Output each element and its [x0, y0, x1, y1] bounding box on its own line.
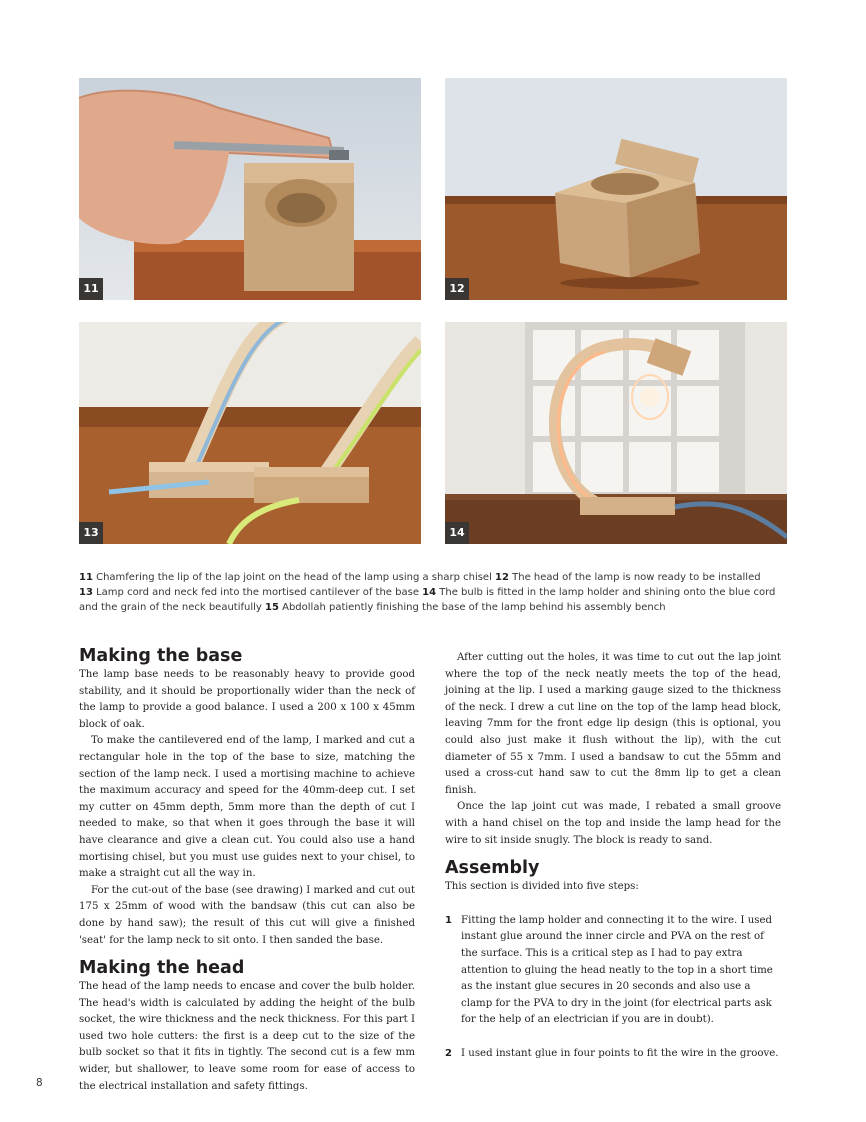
photo-cord-and-neck	[79, 322, 421, 544]
photo-bulb-lit	[445, 322, 787, 544]
step-number: 2	[445, 1047, 452, 1059]
photo-chamfering-lip	[79, 78, 421, 300]
photo-number: 12	[445, 278, 469, 300]
photo-number: 11	[79, 278, 103, 300]
paragraph: The head of the lamp needs to encase and cover the bulb holder. The head's width is calculated by adding the height of the bulb socket, the wire thickness and the neck thickness. For this part I used two hole cutters: the first is a deep cut to the size of the bulb socket so that it fits in tightly. The second cut is a few mm wider, but shallower, to leave some room for ease of access to the electrical installation and safety fittings.	[79, 981, 415, 1092]
caption-text: The bulb is fitted in the lamp holder and shining onto the blue cord and the grain of the neck beautifully	[79, 587, 776, 613]
photo-lamp-head-ready	[445, 78, 787, 300]
caption-text: The head of the lamp is now ready to be installed	[508, 572, 761, 583]
photo-caption	[79, 570, 791, 615]
section-heading-assembly: Assembly	[445, 858, 540, 879]
caption-number: 14	[422, 587, 437, 598]
assembly-step	[445, 913, 781, 1029]
right-column	[445, 650, 781, 1062]
photo-number: 13	[79, 522, 103, 544]
step-text: I used instant glue in four points to fit the wire in the groove.	[461, 1047, 779, 1059]
left-column	[79, 645, 415, 1095]
paragraph: The lamp base needs to be reasonably heavy to provide good stability, and it should be proportionally wider than the neck of the lamp to provide a good balance. I used a 200 x 100 x 45mm block of oak.	[79, 669, 415, 730]
assembly-step	[445, 1046, 781, 1063]
paragraph: For the cut-out of the base (see drawing) I marked and cut out 175 x 25mm of wood with the bandsaw (this cut can also be done by hand saw); the result of this cut will give a finished 'seat' for the lamp neck to sit onto. I then sanded the base.	[79, 884, 415, 946]
caption-number: 15	[265, 602, 279, 613]
caption-text: Chamfering the lip of the lap joint on the head of the lamp using a sharp chisel	[92, 572, 496, 583]
section-heading-base: Making the base	[79, 646, 243, 666]
paragraph: This section is divided into five steps:	[445, 881, 639, 893]
caption-number: 11	[79, 572, 93, 583]
section-heading-head: Making the head	[79, 958, 245, 979]
photo-number: 14	[445, 522, 469, 544]
paragraph: To make the cantilevered end of the lamp, I marked and cut a rectangular hole in the top of the base to size, matching the section of the lamp neck. I used a mortising machine to achieve the maximum accuracy and speed for the 40mm-deep cut. I set my cutter on 45mm depth, 5mm more than the depth of cut I needed to make, so that when it goes through the base it will have clearance and give a clean cut. You could also use a hand mortising chisel, but you must use guides next to your chisel, to make a straight cut all the way in.	[79, 735, 415, 880]
caption-text: Lamp cord and neck fed into the mortised cantilever of the base	[92, 587, 423, 598]
caption-number: 12	[495, 572, 509, 583]
step-number: 1	[445, 914, 452, 926]
caption-number: 13	[79, 587, 93, 598]
step-text: Fitting the lamp holder and connecting it to the wire. I used instant glue around the inner circle and PVA on the rest of the surface. This is a critical step as I had to pay extra attention to gluing the head neatly to the top in a short time as the instant glue secures in 20 seconds and also use a clamp for the PVA to dry in the joint (for electrical parts ask for the help of an electrician if you are in doubt).	[461, 914, 773, 1026]
paragraph: Once the lap joint cut was made, I rebated a small groove with a hand chisel on the top and inside the lamp head for the wire to sit inside snugly. The block is ready to sand.	[445, 801, 781, 846]
paragraph: After cutting out the holes, it was time to cut out the lap joint where the top of the neck neatly meets the top of the head, joining at the lip. I used a marking gauge sized to the thickness of the neck. I drew a cut line on the top of the lamp head block, leaving 7mm for the front edge lip design (this is optional, you could also just make it flush without the lip), with the cut diameter of 55 x 7mm. I used a bandsaw to cut the 55mm and used a cross-cut hand saw to cut the 8mm lip to get a clean finish.	[445, 652, 781, 796]
caption-text: Abdollah patiently finishing the base of the lamp behind his assembly bench	[278, 602, 666, 613]
page-number: 8	[36, 1077, 43, 1089]
